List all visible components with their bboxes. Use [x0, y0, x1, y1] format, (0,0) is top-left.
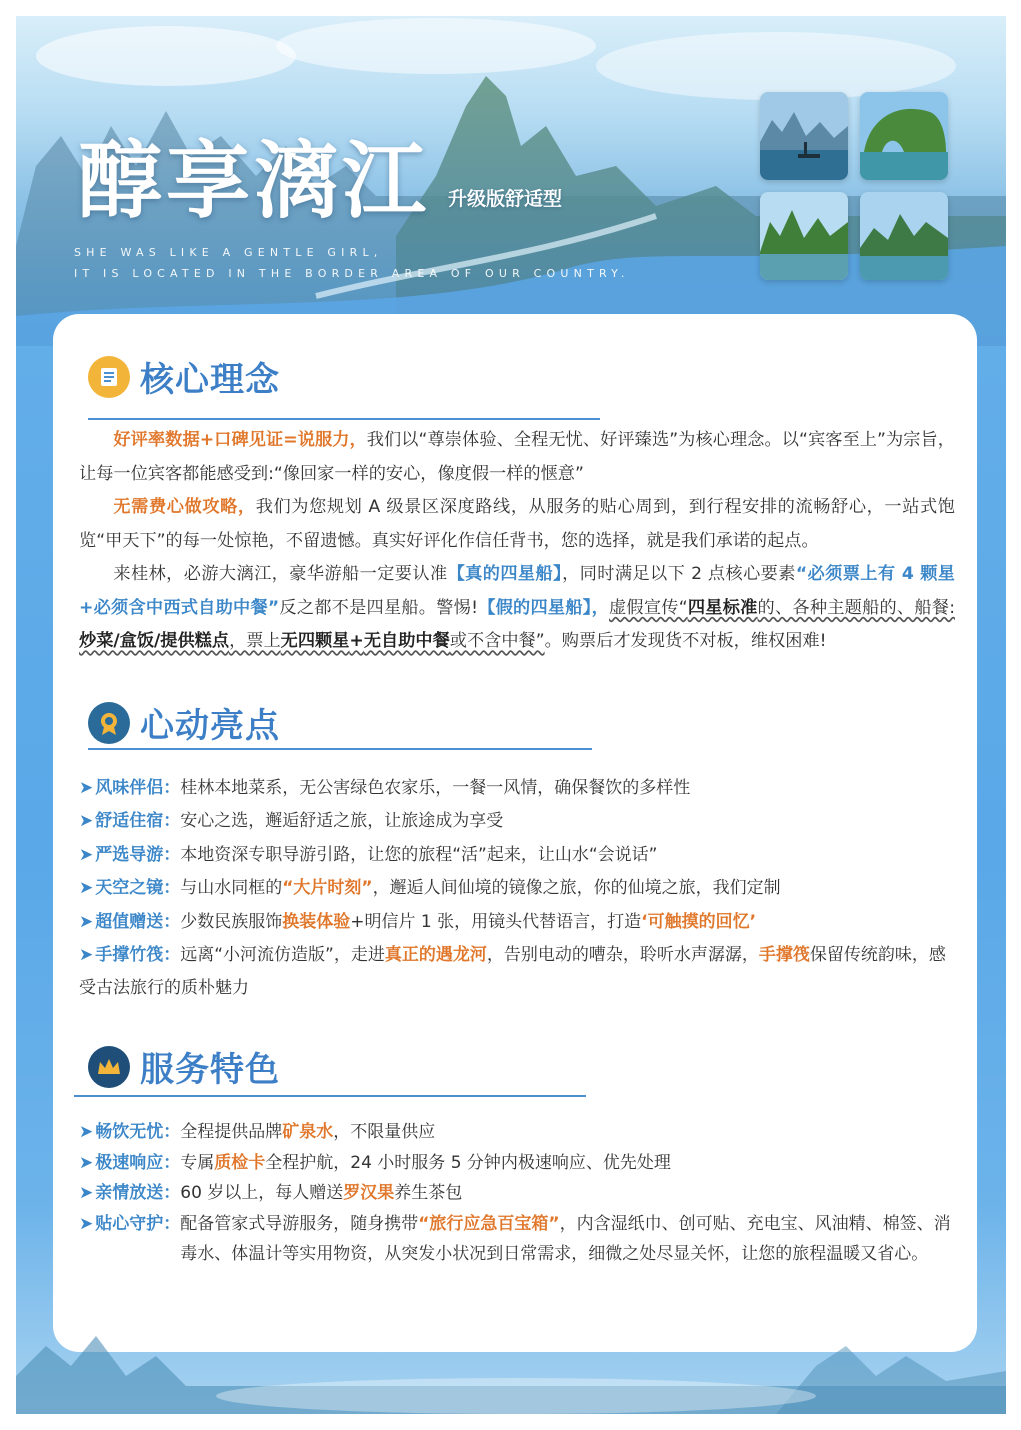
service-features-list	[79, 1117, 955, 1270]
photo-thumbnail-fisherman	[760, 92, 848, 180]
item-label: 手撑竹筏：	[95, 945, 181, 966]
body-text: 全程提供品牌	[180, 1122, 283, 1142]
arrow-icon: ➤	[79, 1213, 94, 1234]
crown-icon	[88, 1046, 130, 1088]
body-text: +明信片 1 张，用镜头代替语言，打造	[350, 911, 642, 932]
item-text	[180, 1117, 435, 1148]
body-text: 。购票后才发现货不对板，维权困难!	[544, 631, 827, 651]
body-text: 我们为您规划 A 级景区深度路线，从服务的贴心周到，到行程安排的流畅舒心，一站式饱览“甲天下”的每一处惊艳，不留遗憾。真实好评化作信任背书，您的选择，就是我们承诺的起点。	[79, 497, 955, 551]
list-item	[79, 906, 955, 939]
item-label: 严选导游：	[95, 844, 181, 865]
item-text: 本地资深专职导游引路，让您的旅程“活”起来，让山水“会说话”	[180, 844, 658, 865]
arrow-icon: ➤	[79, 1122, 94, 1142]
highlight-text: 无需费心做攻略，	[113, 497, 256, 517]
item-label: 畅饮无忧：	[95, 1122, 181, 1142]
body-text: ，不限量供应	[333, 1122, 436, 1142]
body-text: 或不含中餐”	[449, 631, 545, 651]
list-item	[79, 872, 955, 905]
arrow-icon: ➤	[79, 911, 94, 932]
arrow-icon: ➤	[79, 1183, 94, 1203]
real-four-star-label: 【真的四星船】	[447, 564, 563, 584]
highlight-text: 好评率数据+口碑见证=说服力，	[113, 430, 367, 450]
highlight-text: 手撑筏	[758, 945, 810, 966]
tagline-line-1: SHE WAS LIKE A GENTLE GIRL,	[74, 246, 383, 259]
body-text: 全程护航，24 小时服务 5 分钟内极速响应、优先处理	[265, 1152, 671, 1173]
photo-thumbnail-elephant-hill	[860, 92, 948, 180]
body-text: 我们以“尊崇体验、全程无忧、好评臻选”为核心理念。以“宾客至上”为宗旨，让每一位宾客都能感受到:“像回家一样的安心，像度假一样的惬意”	[79, 430, 955, 484]
body-text: ，内含湿纸巾、创可贴、充电宝、风油精、棉签、消毒水、体温计等实用物资，从突发小状况到日常需求，细微之处尽显关怀，让您的旅程温暖又省心。	[180, 1213, 951, 1264]
body-text: 虚假宣传“	[609, 597, 688, 618]
highlight-text: 换装体验	[282, 911, 351, 932]
item-text: 安心之选，邂逅舒适之旅，让旅途成为享受	[180, 811, 504, 832]
body-text: 的、各种主题船的、船餐:	[757, 597, 955, 618]
body-text: ，邂逅人间仙境的镜像之旅，你的仙境之旅，我们定制	[372, 878, 781, 899]
item-label: 天空之镜：	[95, 878, 181, 899]
poster-page	[16, 16, 1006, 1414]
body-text: 来桂林，必游大漓江，豪华游船一定要认准	[113, 564, 448, 584]
bold-text: 无四颗星	[280, 631, 350, 651]
item-label: 亲情放送：	[95, 1183, 181, 1203]
highlight-text: 罗汉果	[343, 1183, 395, 1203]
item-label: 舒适住宿：	[95, 811, 181, 832]
core-concept-text	[79, 424, 955, 659]
poster-subtitle: 升级版舒适型	[448, 188, 563, 210]
tagline-line-2: IT IS LOCATED IN THE BORDER AREA OF OUR COUNTRY.	[74, 267, 630, 280]
body-text: 专属	[180, 1152, 215, 1173]
list-item	[79, 1178, 955, 1209]
body-text: ，告别电动的嘈杂，聆听水声潺潺，	[486, 945, 759, 966]
badge-icon	[88, 702, 130, 744]
body-text: 保留传统韵味，感受古法旅行的质朴魅力	[79, 945, 946, 999]
section-title: 服务特色	[140, 1050, 280, 1090]
body-text: 反之都不是四星船。警惕!	[279, 597, 478, 618]
highlight-text: “大片时刻”	[282, 878, 373, 899]
body-text: 少数民族服饰	[180, 911, 283, 932]
item-label: 超值赠送：	[95, 911, 181, 932]
paragraph	[79, 558, 955, 659]
highlight-text: 矿泉水	[282, 1122, 334, 1142]
item-text	[180, 872, 780, 905]
body-text: 配备管家式导游服务，随身携带	[180, 1213, 419, 1234]
poster-title: 醇享漓江	[78, 132, 431, 230]
requirement-text: “必须票上有 4 颗星+必须含中西式自助中餐”	[79, 564, 955, 618]
hero-banner	[16, 16, 1006, 346]
list-item	[79, 1117, 955, 1148]
item-label: 极速响应：	[95, 1152, 181, 1173]
paragraph	[79, 424, 955, 491]
item-label: 贴心守护：	[95, 1213, 181, 1234]
item-label: 风味伴侣：	[95, 778, 181, 798]
arrow-icon: ➤	[79, 844, 94, 865]
list-item	[79, 1209, 955, 1270]
photo-thumbnail-bamboo-shore	[860, 192, 948, 280]
section-divider	[88, 748, 592, 750]
bold-text: 炒菜/盒饭/提供糕点	[79, 631, 230, 651]
fake-four-star-label: 【假的四星船】，	[477, 597, 609, 618]
bold-text: +	[349, 631, 364, 651]
list-item	[79, 1148, 955, 1179]
item-text	[180, 1178, 462, 1209]
document-icon	[88, 356, 130, 398]
body-text: 与山水同框的	[180, 878, 283, 899]
section-header-highlights	[88, 698, 280, 747]
bottom-landscape-decoration	[16, 1336, 1006, 1414]
content-card	[53, 314, 977, 1352]
item-text	[180, 1209, 955, 1270]
highlights-list	[79, 772, 955, 1006]
list-item	[79, 772, 955, 805]
body-text: 远离“小河流仿造版”，走进	[180, 945, 385, 966]
item-text	[180, 1148, 671, 1179]
paragraph	[79, 491, 955, 558]
photo-thumbnail-river-peaks	[760, 192, 848, 280]
highlight-text: 真正的遇龙河	[384, 945, 487, 966]
body-text: ，同时满足以下 2 点核心要素	[562, 564, 796, 584]
section-header-core-concept	[88, 352, 280, 401]
section-divider	[88, 418, 600, 420]
highlight-text: 质检卡	[214, 1152, 266, 1173]
section-divider	[74, 1095, 586, 1097]
arrow-icon: ➤	[79, 811, 94, 832]
list-item	[79, 839, 955, 872]
section-title: 心动亮点	[140, 706, 280, 746]
highlight-text: “旅行应急百宝箱”	[418, 1213, 560, 1234]
arrow-icon: ➤	[79, 945, 94, 966]
arrow-icon: ➤	[79, 1152, 94, 1173]
item-text	[180, 906, 756, 939]
item-text: 桂林本地菜系，无公害绿色农家乐，一餐一风情，确保餐饮的多样性	[180, 778, 691, 798]
list-item	[79, 805, 955, 838]
bold-text: 四星标准	[687, 597, 758, 618]
list-item	[79, 939, 955, 1006]
arrow-icon: ➤	[79, 778, 94, 798]
section-title: 核心理念	[140, 360, 280, 400]
bold-text: 无自助中餐	[363, 631, 450, 651]
section-header-service-features	[88, 1042, 280, 1091]
body-text: ，票上	[229, 631, 281, 651]
arrow-icon: ➤	[79, 878, 94, 899]
body-text: 60 岁以上，每人赠送	[180, 1183, 344, 1203]
highlight-text: ‘可触摸的回忆’	[641, 911, 757, 932]
body-text: 养生茶包	[394, 1183, 463, 1203]
